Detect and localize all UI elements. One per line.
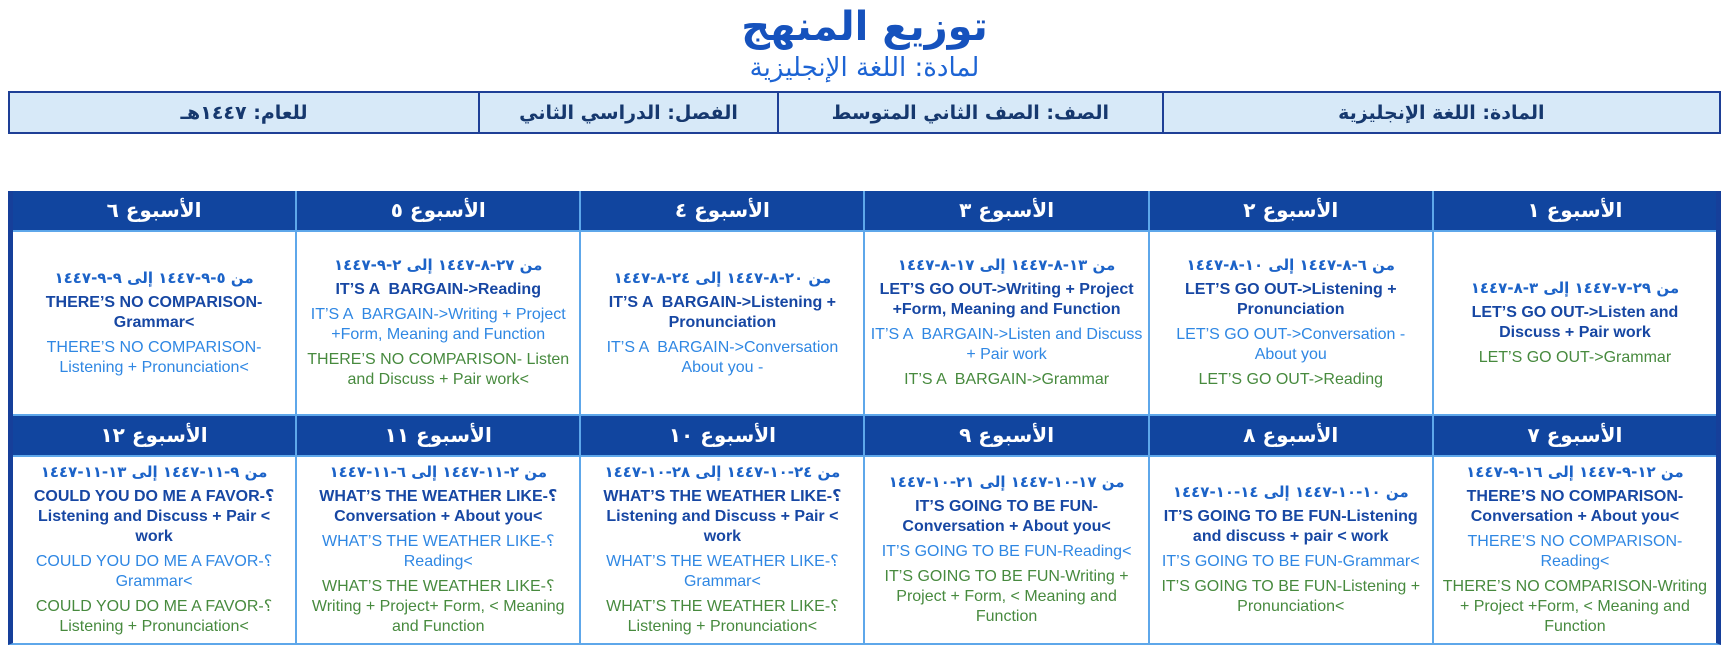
week-date-range: من ٢٩-٧-١٤٤٧ إلى ٣-٨-١٤٤٧ bbox=[1470, 278, 1680, 297]
lesson-item: WHAT’S THE WEATHER LIKE-؟ Reading< bbox=[321, 532, 559, 570]
lesson-item: IT’S GOING TO BE FUN-Listening + Pronunciation< bbox=[1161, 577, 1425, 615]
info-bar bbox=[8, 91, 1721, 134]
lesson-item: COULD YOU DO ME A FAVOR-؟ Listening + Pronunciation< bbox=[35, 597, 277, 635]
week-cell bbox=[1432, 457, 1716, 643]
lesson-item: THERE’S NO COMPARISON-Listening + Pronunciation< bbox=[46, 338, 262, 376]
week-header-cell: الأسبوع ٧ bbox=[1432, 416, 1716, 455]
week-header-cell: الأسبوع ٨ bbox=[1148, 416, 1432, 455]
week-cell bbox=[863, 232, 1147, 414]
lesson-item: COULD YOU DO ME A FAVOR-؟ Listening and Discuss + Pair < work bbox=[33, 487, 279, 545]
week-content-row-2 bbox=[13, 455, 1716, 643]
info-cell-subject: المادة: اللغة الإنجليزية bbox=[1338, 101, 1545, 124]
lesson-item: LET’S GO OUT->Grammar bbox=[1478, 348, 1672, 366]
lesson-item: LET’S GO OUT->Reading bbox=[1198, 371, 1383, 389]
week-date-range: من ٢٠-٨-١٤٤٧ إلى ٢٤-٨-١٤٤٧ bbox=[613, 268, 832, 287]
week-cell bbox=[13, 232, 295, 414]
week-cell bbox=[1148, 232, 1432, 414]
lesson-item: IT’S GOING TO BE FUN-Conversation + About you< bbox=[902, 497, 1111, 535]
page-subtitle: لمادة: اللغة الإنجليزية bbox=[749, 53, 980, 83]
week-header-cell: الأسبوع ١٢ bbox=[100, 423, 208, 448]
week-date-range: من ٢٧-٨-١٤٤٧ إلى ٢-٩-١٤٤٧ bbox=[334, 256, 543, 275]
info-cell-semester: الفصل: الدراسي الثاني bbox=[480, 93, 779, 132]
week-header-row-2 bbox=[13, 414, 1716, 455]
lesson-item: IT’S A BARGAIN->Writing + Project +Form, Meaning and Function bbox=[310, 306, 571, 344]
week-header-cell: الأسبوع ٢ bbox=[1148, 191, 1432, 230]
week-cell bbox=[295, 457, 579, 643]
week-header-cell: الأسبوع ١ bbox=[1432, 191, 1716, 230]
page-title: توزيع المنهج bbox=[741, 4, 988, 50]
lesson-item: IT’S GOING TO BE FUN-Listening and discuss + pair < work bbox=[1163, 507, 1423, 545]
lesson-item: LET’S GO OUT->Listening + Pronunciation bbox=[1184, 281, 1401, 319]
week-header-cell: الأسبوع ٩ bbox=[863, 416, 1147, 455]
lesson-item: IT’S GOING TO BE FUN-Reading< bbox=[881, 542, 1132, 560]
lesson-item: THERE’S NO COMPARISON-Grammar< bbox=[45, 293, 263, 331]
lesson-item: COULD YOU DO ME A FAVOR-؟ Grammar< bbox=[35, 552, 277, 590]
week-date-range: من ١٣-٨-١٤٤٧ إلى ١٧-٨-١٤٤٧ bbox=[897, 256, 1116, 275]
week-cell bbox=[295, 232, 579, 414]
week-cell bbox=[579, 232, 863, 414]
weeks-schedule bbox=[8, 191, 1721, 645]
week-header-cell: الأسبوع ٤ bbox=[579, 191, 863, 230]
week-date-range: من ١٢-٩-١٤٤٧ إلى ١٦-٩-١٤٤٧ bbox=[1466, 463, 1684, 482]
week-header-cell: الأسبوع ١١ bbox=[295, 416, 579, 455]
week-date-range: من ٢٤-١٠-١٤٤٧ إلى ٢٨-١٠-١٤٤٧ bbox=[604, 463, 841, 482]
lesson-item: THERE’S NO COMPARISON-Conversation + About you< bbox=[1466, 487, 1684, 525]
week-cell bbox=[1148, 457, 1432, 643]
lesson-item: WHAT’S THE WEATHER LIKE-؟ Grammar< bbox=[606, 552, 844, 590]
lesson-item: THERE’S NO COMPARISON-Writing + Project +Form, < Meaning and Function bbox=[1442, 577, 1712, 635]
lesson-item: LET’S GO OUT->Writing + Project +Form, Meaning and Function bbox=[879, 281, 1138, 319]
week-date-range: من ٦-٨-١٤٤٧ إلى ١٠-٨-١٤٤٧ bbox=[1186, 256, 1395, 275]
week-header-cell: الأسبوع ٥ bbox=[295, 191, 579, 230]
lesson-item: WHAT’S THE WEATHER LIKE-؟ Writing + Project+ Form, < Meaning and Function bbox=[311, 577, 570, 635]
lesson-item: IT’S A BARGAIN->Conversation About you - bbox=[606, 338, 842, 376]
lesson-item: IT’S GOING TO BE FUN-Grammar< bbox=[1161, 552, 1420, 570]
info-cell-grade: الصف: الصف الثاني المتوسط bbox=[779, 93, 1164, 132]
lesson-item: IT’S A BARGAIN->Grammar bbox=[904, 371, 1110, 389]
lesson-item: IT’S GOING TO BE FUN-Writing + Project + Form, < Meaning and Function bbox=[884, 567, 1134, 625]
lesson-item: THERE’S NO COMPARISON- Listen and Discuss + Pair work< bbox=[307, 351, 574, 389]
lesson-item: WHAT’S THE WEATHER LIKE-؟ Listening + Pronunciation< bbox=[606, 597, 844, 635]
week-date-range: من ١٠-١٠-١٤٤٧ إلى ١٤-١٠-١٤٤٧ bbox=[1172, 483, 1409, 502]
week-date-range: من ٩-١١-١٤٤٧ إلى ١٣-١١-١٤٤٧ bbox=[40, 463, 268, 482]
lesson-item: THERE’S NO COMPARISON-Reading< bbox=[1467, 532, 1683, 570]
lesson-item: IT’S A BARGAIN->Listen and Discuss + Pair work bbox=[870, 326, 1147, 364]
lesson-item: IT’S A BARGAIN->Listening + Pronunciation bbox=[608, 293, 841, 331]
lesson-item: IT’S A BARGAIN->Reading bbox=[335, 281, 541, 299]
week-cell bbox=[1432, 232, 1716, 414]
week-cell bbox=[579, 457, 863, 643]
week-date-range: من ١٧-١٠-١٤٤٧ إلى ٢١-١٠-١٤٤٧ bbox=[888, 473, 1125, 492]
week-header-cell: الأسبوع ٣ bbox=[863, 191, 1147, 230]
week-date-range: من ٢-١١-١٤٤٧ إلى ٦-١١-١٤٤٧ bbox=[329, 463, 547, 482]
lesson-item: WHAT’S THE WEATHER LIKE-؟ Listening and Discuss + Pair < work bbox=[603, 487, 846, 545]
week-content-row-1 bbox=[13, 230, 1716, 414]
week-header-cell: الأسبوع ١٠ bbox=[579, 416, 863, 455]
lesson-item: LET’S GO OUT->Conversation - About you bbox=[1176, 326, 1409, 364]
lesson-item: WHAT’S THE WEATHER LIKE-؟ Conversation + About you< bbox=[319, 487, 562, 525]
week-header-cell: الأسبوع ٦ bbox=[106, 198, 202, 223]
lesson-item: LET’S GO OUT->Listen and Discuss + Pair work bbox=[1471, 303, 1683, 341]
week-cell bbox=[863, 457, 1147, 643]
week-date-range: من ٥-٩-١٤٤٧ إلى ٩-٩-١٤٤٧ bbox=[54, 268, 254, 287]
week-cell bbox=[13, 457, 295, 643]
info-cell-year: للعام: ١٤٤٧هـ bbox=[10, 93, 480, 132]
week-header-row-1 bbox=[13, 191, 1716, 230]
